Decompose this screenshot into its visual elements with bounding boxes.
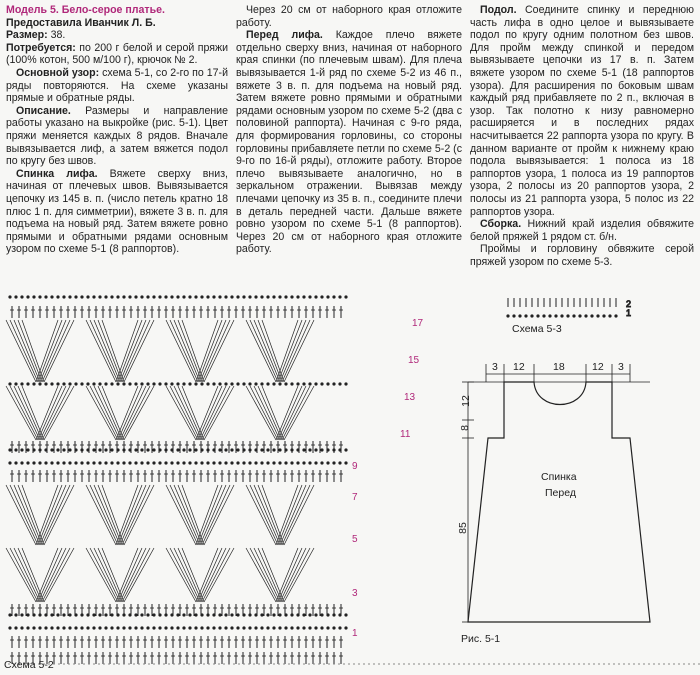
intro-paragraph: Через 20 см от наборного края отложите работу. (236, 4, 462, 29)
size-line: Размер: 38. (6, 29, 66, 42)
author-line: Предоставила Иванчик Л. Б. (6, 16, 156, 29)
description-paragraph: Описание. Размеры и направление работы указано на выкройке (рис. 5-1). Цвет пряжи меняется каждых 8 рядов. Вначале вывязывается лиф, а затем вяжется подол по кругу без швов. (6, 104, 228, 168)
piece-label-back: Спинка (541, 471, 577, 483)
row-number: 3 (352, 588, 358, 599)
model-title: Модель 5. Бело-серое платье. (6, 4, 165, 16)
dim-top-2: 12 (513, 361, 525, 373)
back-bodice-paragraph: Спинка лифа. Вяжете сверху вниз, начиная от плечевых швов. Вывязывается цепочку из 145 в. п. (число петель кратно 18 плюс 1 п. для симметрии), вяжете 3 в. п. для подъема на новый ряд. Затем вяжете ровно прямыми и обратными рядами основным узором по схеме 5-1 (8 раппортов). (6, 167, 228, 256)
row-number: 11 (400, 429, 411, 440)
row-number: 7 (352, 492, 358, 503)
final-paragraph: Проймы и горловину обвяжите серой пряжей узором по схеме 5-3. (470, 243, 694, 268)
piece-label-front: Перед (545, 487, 576, 499)
scheme3-row-number: 2 (626, 299, 632, 309)
dim-top-4: 12 (592, 361, 604, 373)
row-number: 5 (352, 534, 358, 545)
dim-top-3: 18 (553, 361, 565, 373)
scheme3-row-number: 1 (626, 308, 632, 318)
materials-paragraph: Потребуется: по 200 г белой и серой пряжи (100% котон, 500 м/100 г), крючок № 2. (6, 41, 228, 67)
assembly-paragraph: Сборка. Нижний край изделия обвяжите белой пряжей 1 рядом ст. б/н. (470, 218, 694, 243)
dim-top-1: 3 (492, 361, 498, 373)
dim-side-3: 85 (456, 522, 469, 534)
figure-label: Рис. 5-1 (461, 633, 501, 645)
front-bodice-paragraph: Перед лифа. Каждое плечо вяжете отдельно сверху вниз, начиная от наборного края спинки (по плечевым швам). Для плеча вывязывается 1-й ряд по схеме 5-2 из 46 п., вяжете 3 в. п. для подъема на новый ряд. Затем вяжете ровно прямыми и обратными рядами основным узором по схеме 5-2 (два с половиной раппорта). Начиная с 9-го ряда, для формирования горловины, со стороны горловины прибавляете петли по схеме 5-2 (с 9-го по 16-й ряды), отложите работу. Второе плечо вывязываете аналогично, но в зеркальном отражении. Вывязав между плечами цепочку из 35 в. п., соедините плечи в деталь передней части. Дальше вяжете ровно узором по схеме 5-1 (8 раппортов). Через 20 см от наборного края отложите работу. (236, 29, 463, 256)
pattern-paragraph: Основной узор: схема 5-1, со 2-го по 17-й ряды повторяются. На схеме указаны прямые и обратные ряды. (6, 66, 228, 105)
scheme-5-2-label: Схема 5-2 (4, 659, 54, 671)
scheme-5-3-label: Схема 5-3 (512, 323, 562, 335)
dress-outline (468, 382, 650, 622)
row-number: 9 (352, 461, 358, 472)
row-number: 15 (408, 355, 420, 366)
dim-side-2: 8 (458, 425, 471, 431)
row-number: 1 (352, 628, 358, 639)
dim-top-5: 3 (618, 361, 624, 373)
hem-paragraph: Подол. Соедините спинку и переднюю часть лифа в одно целое и вывязываете подол по кругу одним полотном без швов. Для пройм между спинкой и передом вывязываете цепочки из 17 в. п. Затем вяжете узором по схеме 5-1 (18 раппортов узора). Для расширения по боковым швам каждый ряд прибавляете по 2 п., включая в узор. Так полотно к низу равномерно расширяется и в последних рядах насчитывается 22 раппорта узора по кругу. В данном варианте от пройм к нижнему краю подола вывязывается: 1 полоса из 18 раппортов узора, 1 полоса из 19 раппортов узора, 2 полосы из 20 раппортов узора, 2 полосы из 21 раппорта узора, 5 полос из 22 раппортов узора. (470, 4, 694, 218)
dim-side-1: 12 (459, 395, 472, 407)
row-number: 17 (412, 318, 424, 329)
row-number: 13 (404, 392, 416, 403)
